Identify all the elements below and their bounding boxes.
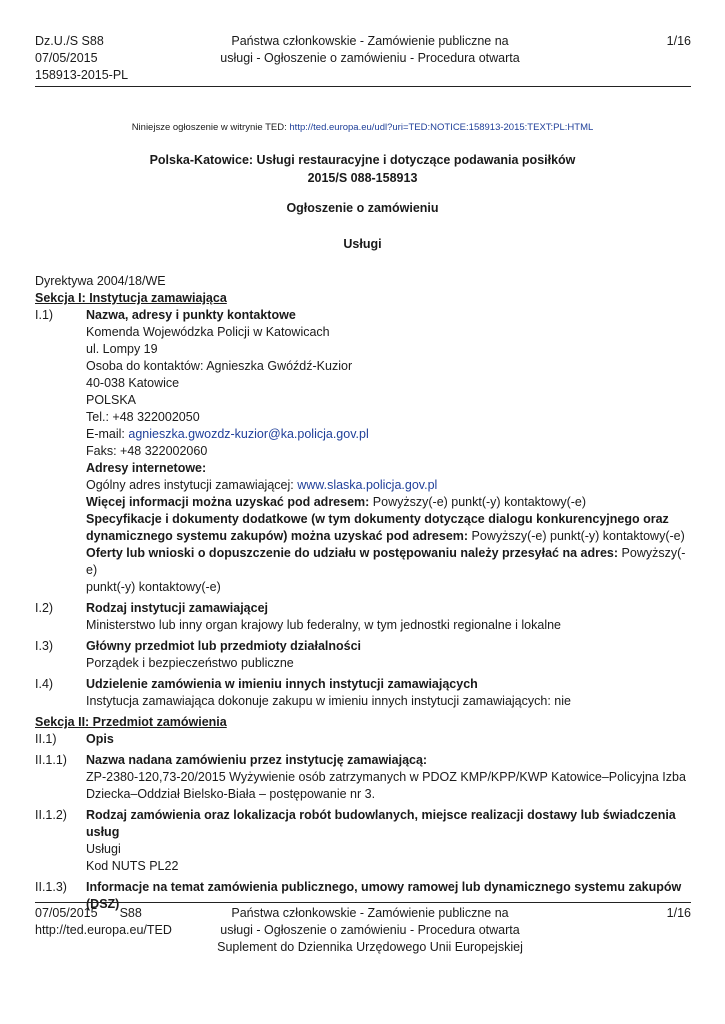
item-text-2: Dziecka–Oddział Bielsko-Biała – postępowanie nr 3.	[86, 787, 376, 801]
section-i2	[35, 600, 695, 634]
section-i4	[35, 676, 695, 710]
notice-prefix: Niniejsze ogłoszenie w witrynie TED:	[131, 122, 290, 133]
footer-divider	[35, 902, 691, 903]
item-heading: Opis	[86, 732, 114, 746]
footer-page: 1/16	[666, 906, 691, 920]
more-info-row	[86, 494, 695, 511]
header-page: 1/16	[666, 34, 691, 48]
item-number: II.1.3)	[35, 880, 67, 894]
header-title-line2: usługi - Ogłoszenie o zamówieniu - Procedura otwarta	[220, 51, 520, 65]
nuts-code: Kod NUTS PL22	[86, 859, 179, 873]
footer-line3: Suplement do Dziennika Urzędowego Unii Europejskiej	[217, 940, 523, 954]
more-info-label: Więcej informacji można uzyskać pod adresem:	[86, 495, 370, 509]
section-ii12	[35, 807, 695, 875]
footer-date: 07/05/2015	[35, 906, 98, 920]
notice-category: Usługi	[343, 237, 382, 251]
item-heading: Nazwa, adresy i punkty kontaktowe	[86, 308, 296, 322]
item-number: II.1.2)	[35, 808, 67, 822]
section-i1	[35, 307, 695, 596]
header-journal: Dz.U./S S88	[35, 34, 104, 48]
footer-url: http://ted.europa.eu/TED	[35, 923, 172, 937]
header-notice-id: 158913-2015-PL	[35, 68, 129, 82]
fax: Faks: +48 322002060	[86, 444, 208, 458]
item-heading: Udzielenie zamówienia w imieniu innych instytucji zamawiających	[86, 677, 478, 691]
item-text: Instytucja zamawiająca dokonuje zakupu w imieniu innych instytucji zamawiających: nie	[86, 694, 571, 708]
item-number: II.1.1)	[35, 753, 67, 767]
footer-journal: S88	[119, 906, 142, 920]
spec-row	[86, 528, 695, 545]
spec-label-2: dynamicznego systemu zakupów) można uzyskać pod adresem:	[86, 529, 469, 543]
general-address-link[interactable]: www.slaska.policja.gov.pl	[297, 478, 438, 492]
item-heading: Rodzaj instytucji zamawiającej	[86, 601, 269, 615]
contract-type: Usługi	[86, 842, 121, 856]
page-footer	[35, 905, 691, 965]
header-title	[205, 34, 535, 67]
document-body	[35, 273, 695, 913]
item-number: I.2)	[35, 601, 54, 615]
header-meta	[35, 33, 128, 84]
email-label: E-mail:	[86, 427, 129, 441]
email-row	[86, 426, 695, 443]
internet-heading: Adresy internetowe:	[86, 461, 207, 475]
notice-link[interactable]: http://ted.europa.eu/udl?uri=TED:NOTICE:158913-2015:TEXT:PL:HTML	[289, 122, 594, 133]
item-text: Ministerstwo lub inny organ krajowy lub federalny, w tym jednostki regionalne i lokalne	[86, 618, 561, 632]
section-2-title: Sekcja II: Przedmiot zamówienia	[35, 715, 227, 729]
item-number: I.1)	[35, 308, 54, 322]
header-page-number	[666, 34, 691, 67]
footer-line2: usługi - Ogłoszenie o zamówieniu - Procedura otwarta	[220, 923, 520, 937]
item-number: II.1)	[35, 732, 57, 746]
more-info-value: Powyższy(-e) punkt(-y) kontaktowy(-e)	[369, 495, 587, 509]
header-divider	[35, 86, 691, 87]
offers-value-1: Powyższy(-e)	[86, 546, 686, 577]
spec-value: Powyższy(-e) punkt(-y) kontaktowy(-e)	[468, 529, 685, 543]
title-line2: 2015/S 088-158913	[307, 171, 418, 185]
country: POLSKA	[86, 393, 137, 407]
contact-person: Osoba do kontaktów: Agnieszka Gwóźdź-Kuzior	[86, 359, 353, 373]
item-heading-1: Informacje na temat zamówienia publicznego, umowy ramowej lub dynamicznego systemu zakupów	[86, 880, 682, 894]
item-heading-2: (DSZ)	[86, 897, 120, 911]
item-heading: Główny przedmiot lub przedmioty działalności	[86, 639, 362, 653]
spec-label-1: Specyfikacje i dokumenty dodatkowe (w tym dokumenty dotyczące dialogu konkurencyjnego oraz	[86, 512, 669, 526]
section-1-title: Sekcja I: Instytucja zamawiająca	[35, 291, 227, 305]
section-ii1	[35, 731, 695, 748]
general-address-label: Ogólny adres instytucji zamawiającej:	[86, 478, 298, 492]
offers-label: Oferty lub wnioski o dopuszczenie do udziału w postępowaniu należy przesyłać na adres:	[86, 546, 619, 560]
general-address-row	[86, 477, 695, 494]
document-title	[0, 151, 725, 187]
footer-title	[195, 905, 545, 956]
offers-value-2: punkt(-y) kontaktowy(-e)	[86, 580, 221, 594]
city: 40-038 Katowice	[86, 376, 180, 390]
footer-line1: Państwa członkowskie - Zamówienie publiczne na	[231, 906, 509, 920]
item-text: Porządek i bezpieczeństwo publiczne	[86, 656, 294, 670]
item-number: I.4)	[35, 677, 54, 691]
page-header	[35, 33, 691, 87]
street: ul. Lompy 19	[86, 342, 158, 356]
header-title-line1: Państwa członkowskie - Zamówienie publiczne na	[231, 34, 509, 48]
telephone: Tel.: +48 322002050	[86, 410, 200, 424]
title-line1: Polska-Katowice: Usługi restauracyjne i dotyczące podawania posiłków	[149, 153, 576, 167]
ted-notice-line	[0, 122, 725, 133]
section-i3	[35, 638, 695, 672]
item-text-1: ZP-2380-120,73-20/2015 Wyżywienie osób zatrzymanych w PDOZ KMP/KPP/KWP Katowice–Policyjna Izba	[86, 770, 686, 784]
item-heading-2: usług	[86, 825, 120, 839]
section-ii11	[35, 752, 695, 803]
item-number: I.3)	[35, 639, 54, 653]
offers-row	[86, 545, 695, 579]
notice-type: Ogłoszenie o zamówieniu	[286, 201, 439, 215]
footer-meta	[35, 905, 142, 922]
org-name: Komenda Wojewódzka Policji w Katowicach	[86, 325, 330, 339]
item-heading: Nazwa nadana zamówieniu przez instytucję zamawiającą:	[86, 753, 428, 767]
item-heading-1: Rodzaj zamówienia oraz lokalizacja robót budowlanych, miejsce realizacji dostawy lub świadczenia	[86, 808, 676, 822]
directive: Dyrektywa 2004/18/WE	[35, 274, 166, 288]
email-link[interactable]: agnieszka.gwozdz-kuzior@ka.policja.gov.pl	[128, 427, 369, 441]
header-date: 07/05/2015	[35, 51, 98, 65]
